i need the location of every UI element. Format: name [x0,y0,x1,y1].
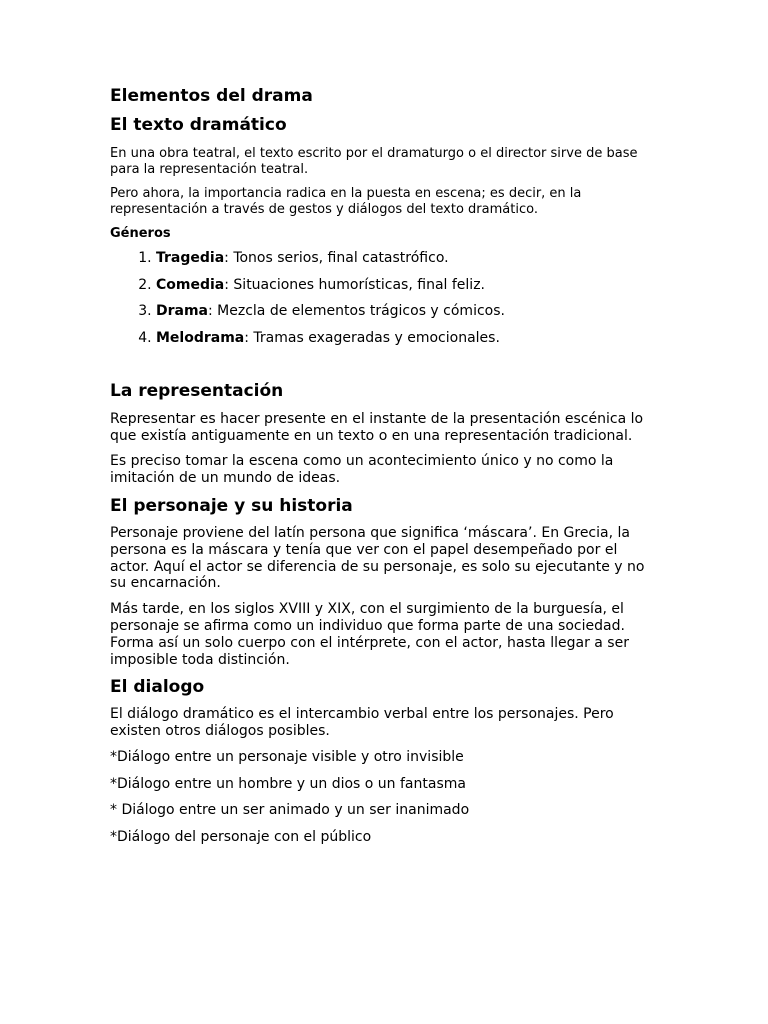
dialogue-type-item: *Diálogo del personaje con el público [110,828,372,845]
list-item [156,277,658,294]
genre-description: : Situaciones humorísticas, final feliz. [224,276,485,293]
section-heading-personaje: El personaje y su historia [110,495,353,516]
paragraph: Personaje proviene del latín persona que significa ‘máscara’. En Grecia, la persona es la máscara y tenía que ver con el papel desempeñado por el actor. Aquí el actor se diferencia de su personaje, es solo su ejecutante y no su encarnación. [110,524,645,592]
genre-name: Melodrama [156,329,245,346]
dialogue-type-item: *Diálogo entre un personaje visible y otro invisible [110,748,464,765]
genre-description: : Tramas exageradas y emocionales. [244,329,500,346]
genres-list [110,250,658,347]
paragraph: El diálogo dramático es el intercambio verbal entre los personajes. Pero existen otros diálogos posibles. [110,706,614,740]
paragraph: Pero ahora, la importancia radica en la puesta en escena; es decir, en la representación a través de gestos y diálogos del texto dramático. [110,186,582,217]
paragraph: Representar es hacer presente en el instante de la presentación escénica lo que existía antiguamente en un texto o en una representación tradicional. [110,410,644,444]
document-page [110,86,658,846]
paragraph: En una obra teatral, el texto escrito por el dramaturgo o el director sirve de base para la representación teatral. [110,146,638,177]
genre-name: Drama [156,303,209,320]
paragraph: Más tarde, en los siglos XVIII y XIX, con el surgimiento de la burguesía, el personaje se afirma como un individuo que forma parte de una sociedad. Forma así un solo cuerpo con el intérprete, con el actor, hasta llegar a ser imposible toda distinción. [110,601,629,668]
genre-name: Comedia [156,276,225,293]
paragraph: Es preciso tomar la escena como un acontecimiento único y no como la imitación de un mundo de ideas. [110,453,614,487]
genre-name: Tragedia [156,250,225,266]
dialogue-type-item: * Diálogo entre un ser animado y un ser inanimado [110,802,470,819]
dialogue-type-item: *Diálogo entre un hombre y un dios o un fantasma [110,775,466,792]
list-item [156,330,658,347]
section-heading-representacion: La representación [110,380,284,401]
list-item [156,303,658,320]
genre-description: : Mezcla de elementos trágicos y cómicos. [208,303,505,320]
genres-heading: Géneros [110,226,171,241]
list-item [156,250,658,267]
document-title: Elementos del drama [110,86,313,106]
section-heading-dialogo: El dialogo [110,677,205,698]
section-heading-texto-dramatico: El texto dramático [110,115,287,135]
genre-description: : Tonos serios, final catastrófico. [224,250,449,266]
